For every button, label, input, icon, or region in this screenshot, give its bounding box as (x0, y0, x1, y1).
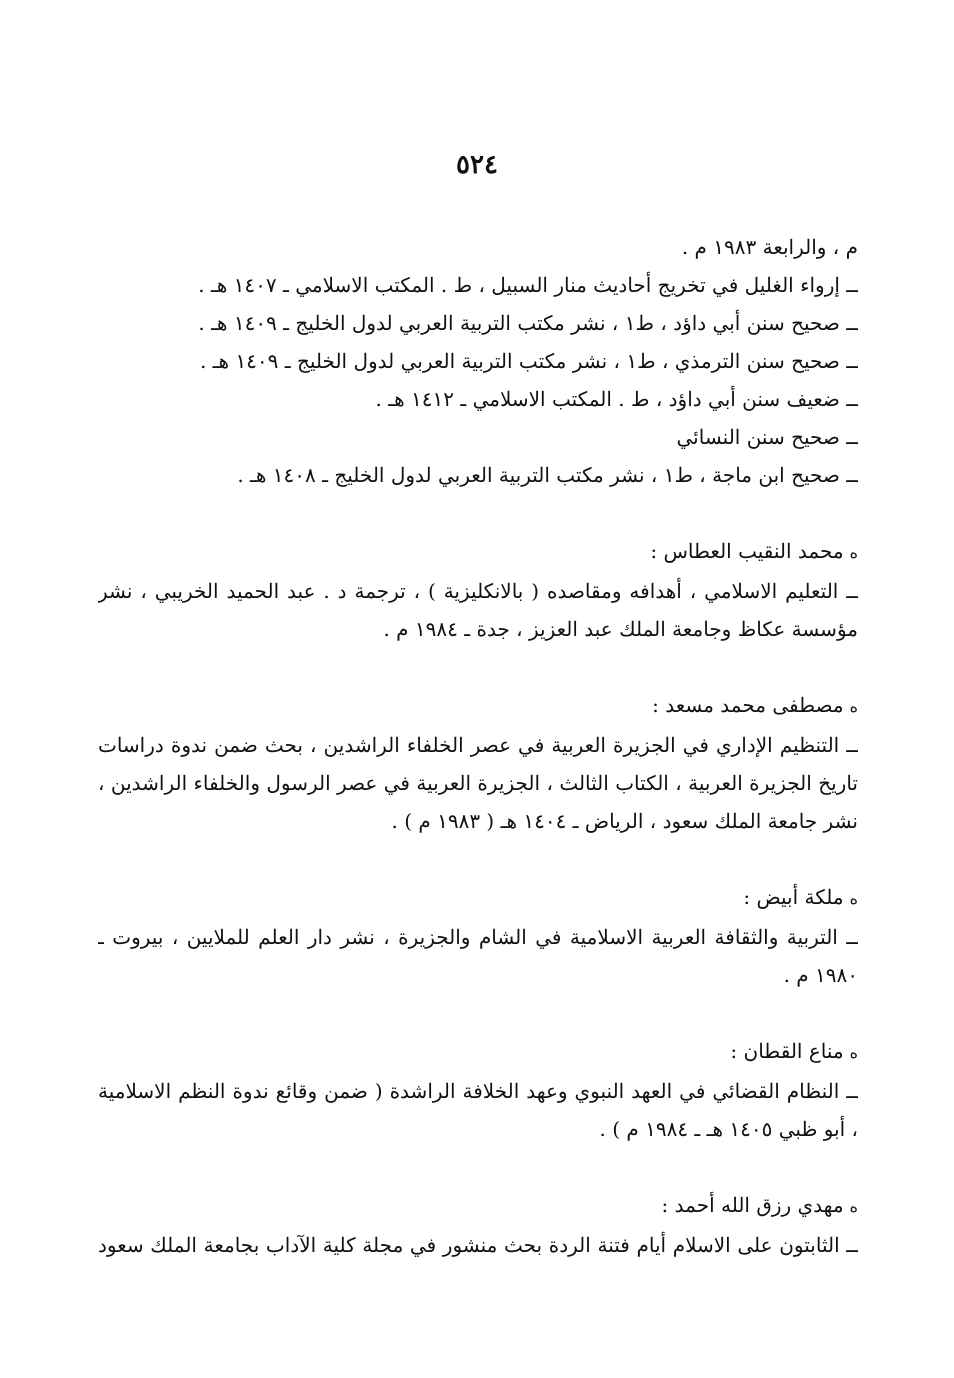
author-name: ملكة أبيض : (743, 885, 844, 909)
bibliography-content (98, 228, 858, 1264)
author-heading (98, 878, 858, 918)
reference-line: ، أبو ظبي ١٤٠٥ هـ ـ ١٩٨٤ م ) . (599, 1117, 858, 1141)
reference-line: تاريخ الجزيرة العربية ، الكتاب الثالث ، الجزيرة العربية في عصر الرسول والخلفاء الراشدين ، (98, 771, 858, 795)
reference-line: ــ إرواء الغليل في تخريج أحاديث منار السبيل ، ط . المكتب الاسلامي ـ ١٤٠٧ هـ . (198, 273, 858, 297)
continuation-intro: م ، والرابعة ١٩٨٣ م . (681, 235, 858, 259)
author-heading (98, 1186, 858, 1226)
reference-line: ــ الثابتون على الاسلام أيام فتنة الردة بحث منشور في مجلة كلية الآداب بجامعة الملك سعود (98, 1233, 858, 1257)
reference-line: ــ التربية والثقافة العربية الاسلامية في الشام والجزيرة ، نشر دار العلم للملايين ، بيروت ـ (98, 925, 858, 949)
reference-line: ــ ضعيف سنن أبي داؤد ، ط . المكتب الاسلامي ـ ١٤١٢ هـ . (375, 387, 858, 411)
reference-line: نشر جامعة الملك سعود ، الرياض ـ ١٤٠٤ هـ ( ١٩٨٣ م ) . (391, 809, 858, 833)
author-heading (98, 686, 858, 726)
bullet-marker: ه (849, 1197, 858, 1216)
reference-line: ــ التنظيم الإداري في الجزيرة العربية في عصر الخلفاء الراشدين ، بحث ضمن ندوة دراسات (98, 733, 858, 757)
reference-line: ١٩٨٠ م . (783, 963, 858, 987)
bullet-marker: ه (849, 697, 858, 716)
bullet-marker: ه (849, 1043, 858, 1062)
reference-line: ــ صحيح ابن ماجة ، ط١ ، نشر مكتب التربية العربي لدول الخليج ـ ١٤٠٨ هـ . (237, 463, 858, 487)
reference-line: ــ صحيح سنن الترمذي ، ط١ ، نشر مكتب التربية العربي لدول الخليج ـ ١٤٠٩ هـ . (199, 349, 858, 373)
bullet-marker: ه (849, 543, 858, 562)
reference-line: ــ التعليم الاسلامي ، أهدافه ومقاصده ( بالانكليزية ) ، ترجمة د . عبد الحميد الخريبي ، نشر (98, 579, 858, 603)
author-name: محمد النقيب العطاس : (650, 539, 844, 563)
author-name: مناع القطان : (730, 1039, 844, 1063)
author-name: مهدي رزق الله أحمد : (661, 1193, 844, 1217)
author-name: مصطفى محمد مسعد : (652, 693, 844, 717)
author-heading (98, 532, 858, 572)
bullet-marker: ه (849, 889, 858, 908)
page-number: ٥٢٤ (456, 150, 498, 180)
reference-line: ــ صحيح سنن أبي داؤد ، ط١ ، نشر مكتب التربية العربي لدول الخليج ـ ١٤٠٩ هـ . (198, 311, 858, 335)
author-heading (98, 1032, 858, 1072)
reference-line: ــ النظام القضائي في العهد النبوي وعهد الخلافة الراشدة ( ضمن وقائع ندوة النظم الاسلامية (98, 1079, 858, 1103)
reference-line: ــ صحيح سنن النسائي (676, 425, 858, 449)
reference-line: مؤسسة عكاظ وجامعة الملك عبد العزيز ، جدة ـ ١٩٨٤ م . (383, 617, 858, 641)
